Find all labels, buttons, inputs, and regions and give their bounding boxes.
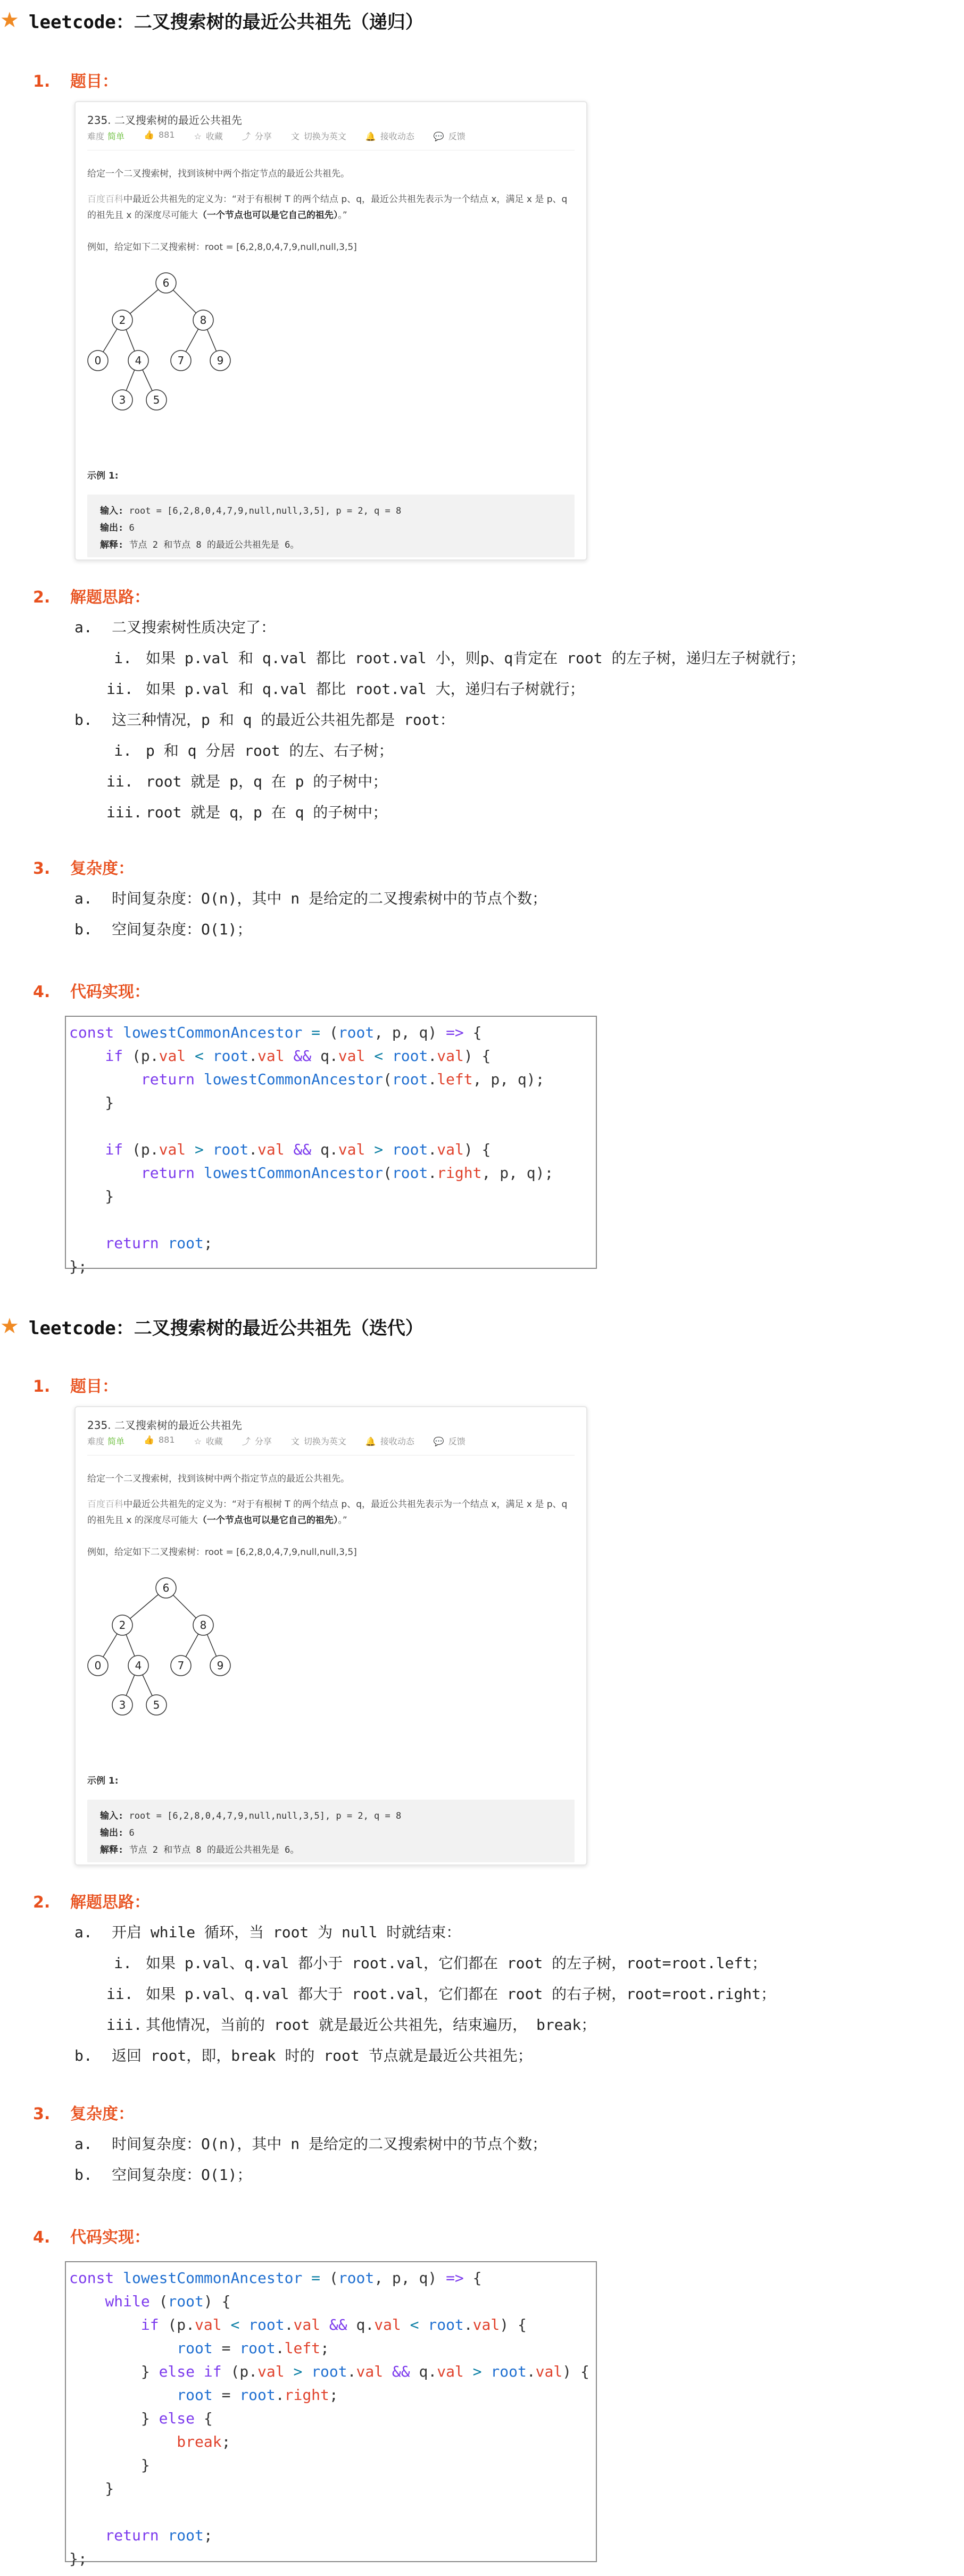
bell-icon: 🔔 — [365, 1436, 376, 1446]
tree-node — [146, 1695, 167, 1715]
card-meta — [87, 130, 466, 142]
section-2-title — [0, 1310, 423, 1342]
tree-node — [112, 1615, 132, 1635]
tree-node — [193, 1615, 213, 1635]
section-1-title — [0, 4, 423, 36]
list-item: b. 这三种情况，p 和 q 的最近公共祖先都是 root： — [74, 711, 455, 729]
star-outline-icon: ☆ — [194, 131, 202, 141]
feedback-icon: 💬 — [433, 131, 444, 141]
heading-ideas: 2. 解题思路： — [33, 1893, 150, 1912]
heading-problem: 1. 题目： — [33, 72, 118, 91]
star-outline-icon: ☆ — [194, 1436, 202, 1446]
code-block-iterative: const lowestCommonAncestor = (root, p, q) => { while (root) { if (p.val < root.val && q.val < root.val) { root = root.left; } else if (p.val > root.val && q.val > root.val) { root = root.right; } else { break; } } return root; }; — [65, 2261, 597, 2562]
svg-text:9: 9 — [217, 354, 224, 367]
baike-link[interactable]: 百度百科 — [87, 1499, 123, 1510]
bell-icon: 🔔 — [365, 131, 376, 141]
list-item: ii. root 就是 p，q 在 p 的子树中； — [106, 773, 388, 790]
favorite-button[interactable]: ☆ 收藏 — [194, 131, 223, 141]
list-item: b. 空间复杂度：O(1)； — [74, 2166, 252, 2184]
tree-node — [128, 350, 148, 371]
list-item: a. 开启 while 循环，当 root 为 null 时就结束： — [74, 1923, 461, 1941]
translate-icon: 文 — [290, 131, 300, 141]
star-icon: ★ — [0, 8, 19, 32]
notify-button[interactable]: 🔔 接收动态 — [365, 1436, 414, 1446]
translate-icon: 文 — [290, 1436, 300, 1446]
heading-complexity: 3. 复杂度： — [33, 859, 134, 878]
example-1-box: 输入: root = [6,2,8,0,4,7,9,null,null,3,5], p = 2, q = 8 输出: 6 解释: 节点 2 和节点 8 的最近公共祖先是 6。 — [87, 495, 575, 557]
problem-description: 给定一个二叉搜索树，找到该树中两个指定节点的最近公共祖先。 — [87, 1474, 350, 1484]
tree-node — [171, 1655, 191, 1676]
svg-text:7: 7 — [177, 1659, 185, 1672]
translate-button[interactable]: 文 切换为英文 — [290, 131, 346, 141]
svg-text:2: 2 — [119, 1619, 126, 1632]
baike-link[interactable]: 百度百科 — [87, 194, 123, 205]
problem-description: 给定一个二叉搜索树，找到该树中两个指定节点的最近公共祖先。 — [87, 169, 350, 179]
tree-node — [112, 1695, 132, 1715]
list-item: ii. 如果 p.val 和 q.val 都比 root.val 大，递归右子树就行； — [106, 680, 585, 698]
share-icon: ⤴ — [242, 131, 251, 141]
lca-definition: 百度百科中最近公共祖先的定义为：“对于有根树 T 的两个结点 p、q，最近公共祖先表示为一个结点 x，满足 x 是 p、q 的祖先且 x 的深度尽可能大（一个节点也可以是它自己的祖先）。” — [87, 1499, 568, 1526]
svg-text:3: 3 — [119, 394, 126, 406]
problem-card — [74, 101, 587, 561]
list-item: i. 如果 p.val 和 q.val 都比 root.val 小，则p、q肯定在 root 的左子树，递归左子树就行； — [114, 649, 805, 667]
divider — [87, 1455, 575, 1456]
tree-node — [210, 350, 230, 371]
example-1-label: 示例 1: — [87, 471, 119, 481]
tree-node — [88, 350, 108, 371]
feedback-icon: 💬 — [433, 1436, 444, 1446]
bst-diagram — [87, 265, 247, 414]
favorite-button[interactable]: ☆ 收藏 — [194, 1436, 223, 1446]
tree-node — [210, 1655, 230, 1676]
list-item: i. p 和 q 分居 root 的左、右子树； — [114, 742, 394, 759]
thumbs-up-icon: 👍 — [144, 1435, 154, 1445]
svg-text:4: 4 — [135, 1659, 142, 1672]
svg-text:4: 4 — [135, 354, 142, 367]
tree-node — [112, 390, 132, 410]
share-button[interactable]: ⤴ 分享 — [242, 1436, 272, 1446]
tree-node — [193, 310, 213, 330]
card-meta — [87, 1435, 466, 1447]
card-title: 235. 二叉搜索树的最近公共祖先 — [87, 1419, 242, 1432]
list-item: ii. 如果 p.val、q.val 都大于 root.val，它们都在 root 的右子树，root=root.right； — [106, 1985, 776, 2003]
example-1-box: 输入: root = [6,2,8,0,4,7,9,null,null,3,5], p = 2, q = 8 输出: 6 解释: 节点 2 和节点 8 的最近公共祖先是 6。 — [87, 1800, 575, 1862]
svg-text:0: 0 — [94, 354, 102, 367]
star-icon: ★ — [0, 1314, 19, 1339]
svg-text:3: 3 — [119, 1699, 126, 1711]
tree-node — [146, 390, 167, 410]
translate-button[interactable]: 文 切换为英文 — [290, 1436, 346, 1446]
like-button[interactable]: 👍 881 — [144, 130, 175, 140]
svg-text:8: 8 — [200, 1619, 207, 1632]
tree-node — [88, 1655, 108, 1676]
code-block-recursive: const lowestCommonAncestor = (root, p, q) => { if (p.val < root.val && q.val < root.val) { return lowestCommonAncestor(root.left, p, q); } if (p.val > root.val && q.val > root.val) { return lowestCommonAncestor(root.right, p, q); } return root; }; — [65, 1016, 597, 1269]
heading-code: 4. 代码实现： — [33, 2228, 150, 2247]
section-title-text: leetcode：二叉搜索树的最近公共祖先（迭代） — [29, 1317, 423, 1339]
card-title: 235. 二叉搜索树的最近公共祖先 — [87, 114, 242, 127]
tree-node — [128, 1655, 148, 1676]
difficulty: 难度 简单 — [87, 1436, 125, 1446]
svg-text:7: 7 — [177, 354, 185, 367]
heading-problem: 1. 题目： — [33, 1377, 118, 1396]
share-button[interactable]: ⤴ 分享 — [242, 131, 272, 141]
heading-code: 4. 代码实现： — [33, 983, 150, 1001]
heading-ideas: 2. 解题思路： — [33, 588, 150, 607]
like-button[interactable]: 👍 881 — [144, 1435, 175, 1445]
list-item: iii. 其他情况，当前的 root 就是最近公共祖先，结束遍历， break； — [106, 2016, 596, 2034]
list-item: a. 二叉搜索树性质决定了： — [74, 618, 276, 636]
svg-text:2: 2 — [119, 314, 126, 327]
svg-text:0: 0 — [94, 1659, 102, 1672]
list-item: iii. root 就是 q，p 在 q 的子树中； — [106, 804, 388, 821]
problem-card — [74, 1406, 587, 1866]
svg-text:5: 5 — [153, 1699, 160, 1711]
list-item: a. 时间复杂度：O(n)，其中 n 是给定的二叉搜索树中的节点个数； — [74, 2135, 547, 2153]
tree-node — [156, 1578, 176, 1598]
list-item: b. 空间复杂度：O(1)； — [74, 921, 252, 938]
tree-node — [171, 350, 191, 371]
feedback-button[interactable]: 💬 反馈 — [433, 1436, 466, 1446]
example-intro: 例如，给定如下二叉搜索树：root = [6,2,8,0,4,7,9,null,null,3,5] — [87, 242, 357, 253]
notify-button[interactable]: 🔔 接收动态 — [365, 131, 414, 141]
example-intro: 例如，给定如下二叉搜索树：root = [6,2,8,0,4,7,9,null,null,3,5] — [87, 1547, 357, 1558]
svg-text:6: 6 — [162, 277, 170, 289]
bst-diagram — [87, 1570, 247, 1719]
heading-complexity: 3. 复杂度： — [33, 2105, 134, 2123]
svg-text:5: 5 — [153, 394, 160, 406]
svg-text:9: 9 — [217, 1659, 224, 1672]
svg-text:6: 6 — [162, 1582, 170, 1594]
tree-node — [112, 310, 132, 330]
difficulty: 难度 简单 — [87, 131, 125, 141]
lca-definition: 百度百科中最近公共祖先的定义为：“对于有根树 T 的两个结点 p、q，最近公共祖先表示为一个结点 x，满足 x 是 p、q 的祖先且 x 的深度尽可能大（一个节点也可以是它自己的祖先）。” — [87, 194, 568, 221]
list-item: b. 返回 root，即，break 时的 root 节点就是最近公共祖先； — [74, 2047, 533, 2064]
feedback-button[interactable]: 💬 反馈 — [433, 131, 466, 141]
list-item: a. 时间复杂度：O(n)，其中 n 是给定的二叉搜索树中的节点个数； — [74, 890, 547, 907]
thumbs-up-icon: 👍 — [144, 130, 154, 140]
tree-node — [156, 273, 176, 293]
svg-text:8: 8 — [200, 314, 207, 327]
share-icon: ⤴ — [242, 1436, 251, 1446]
example-1-label: 示例 1: — [87, 1776, 119, 1786]
section-title-text: leetcode：二叉搜索树的最近公共祖先（递归） — [29, 11, 423, 33]
list-item: i. 如果 p.val、q.val 都小于 root.val，它们都在 root 的左子树，root=root.left； — [114, 1954, 767, 1972]
